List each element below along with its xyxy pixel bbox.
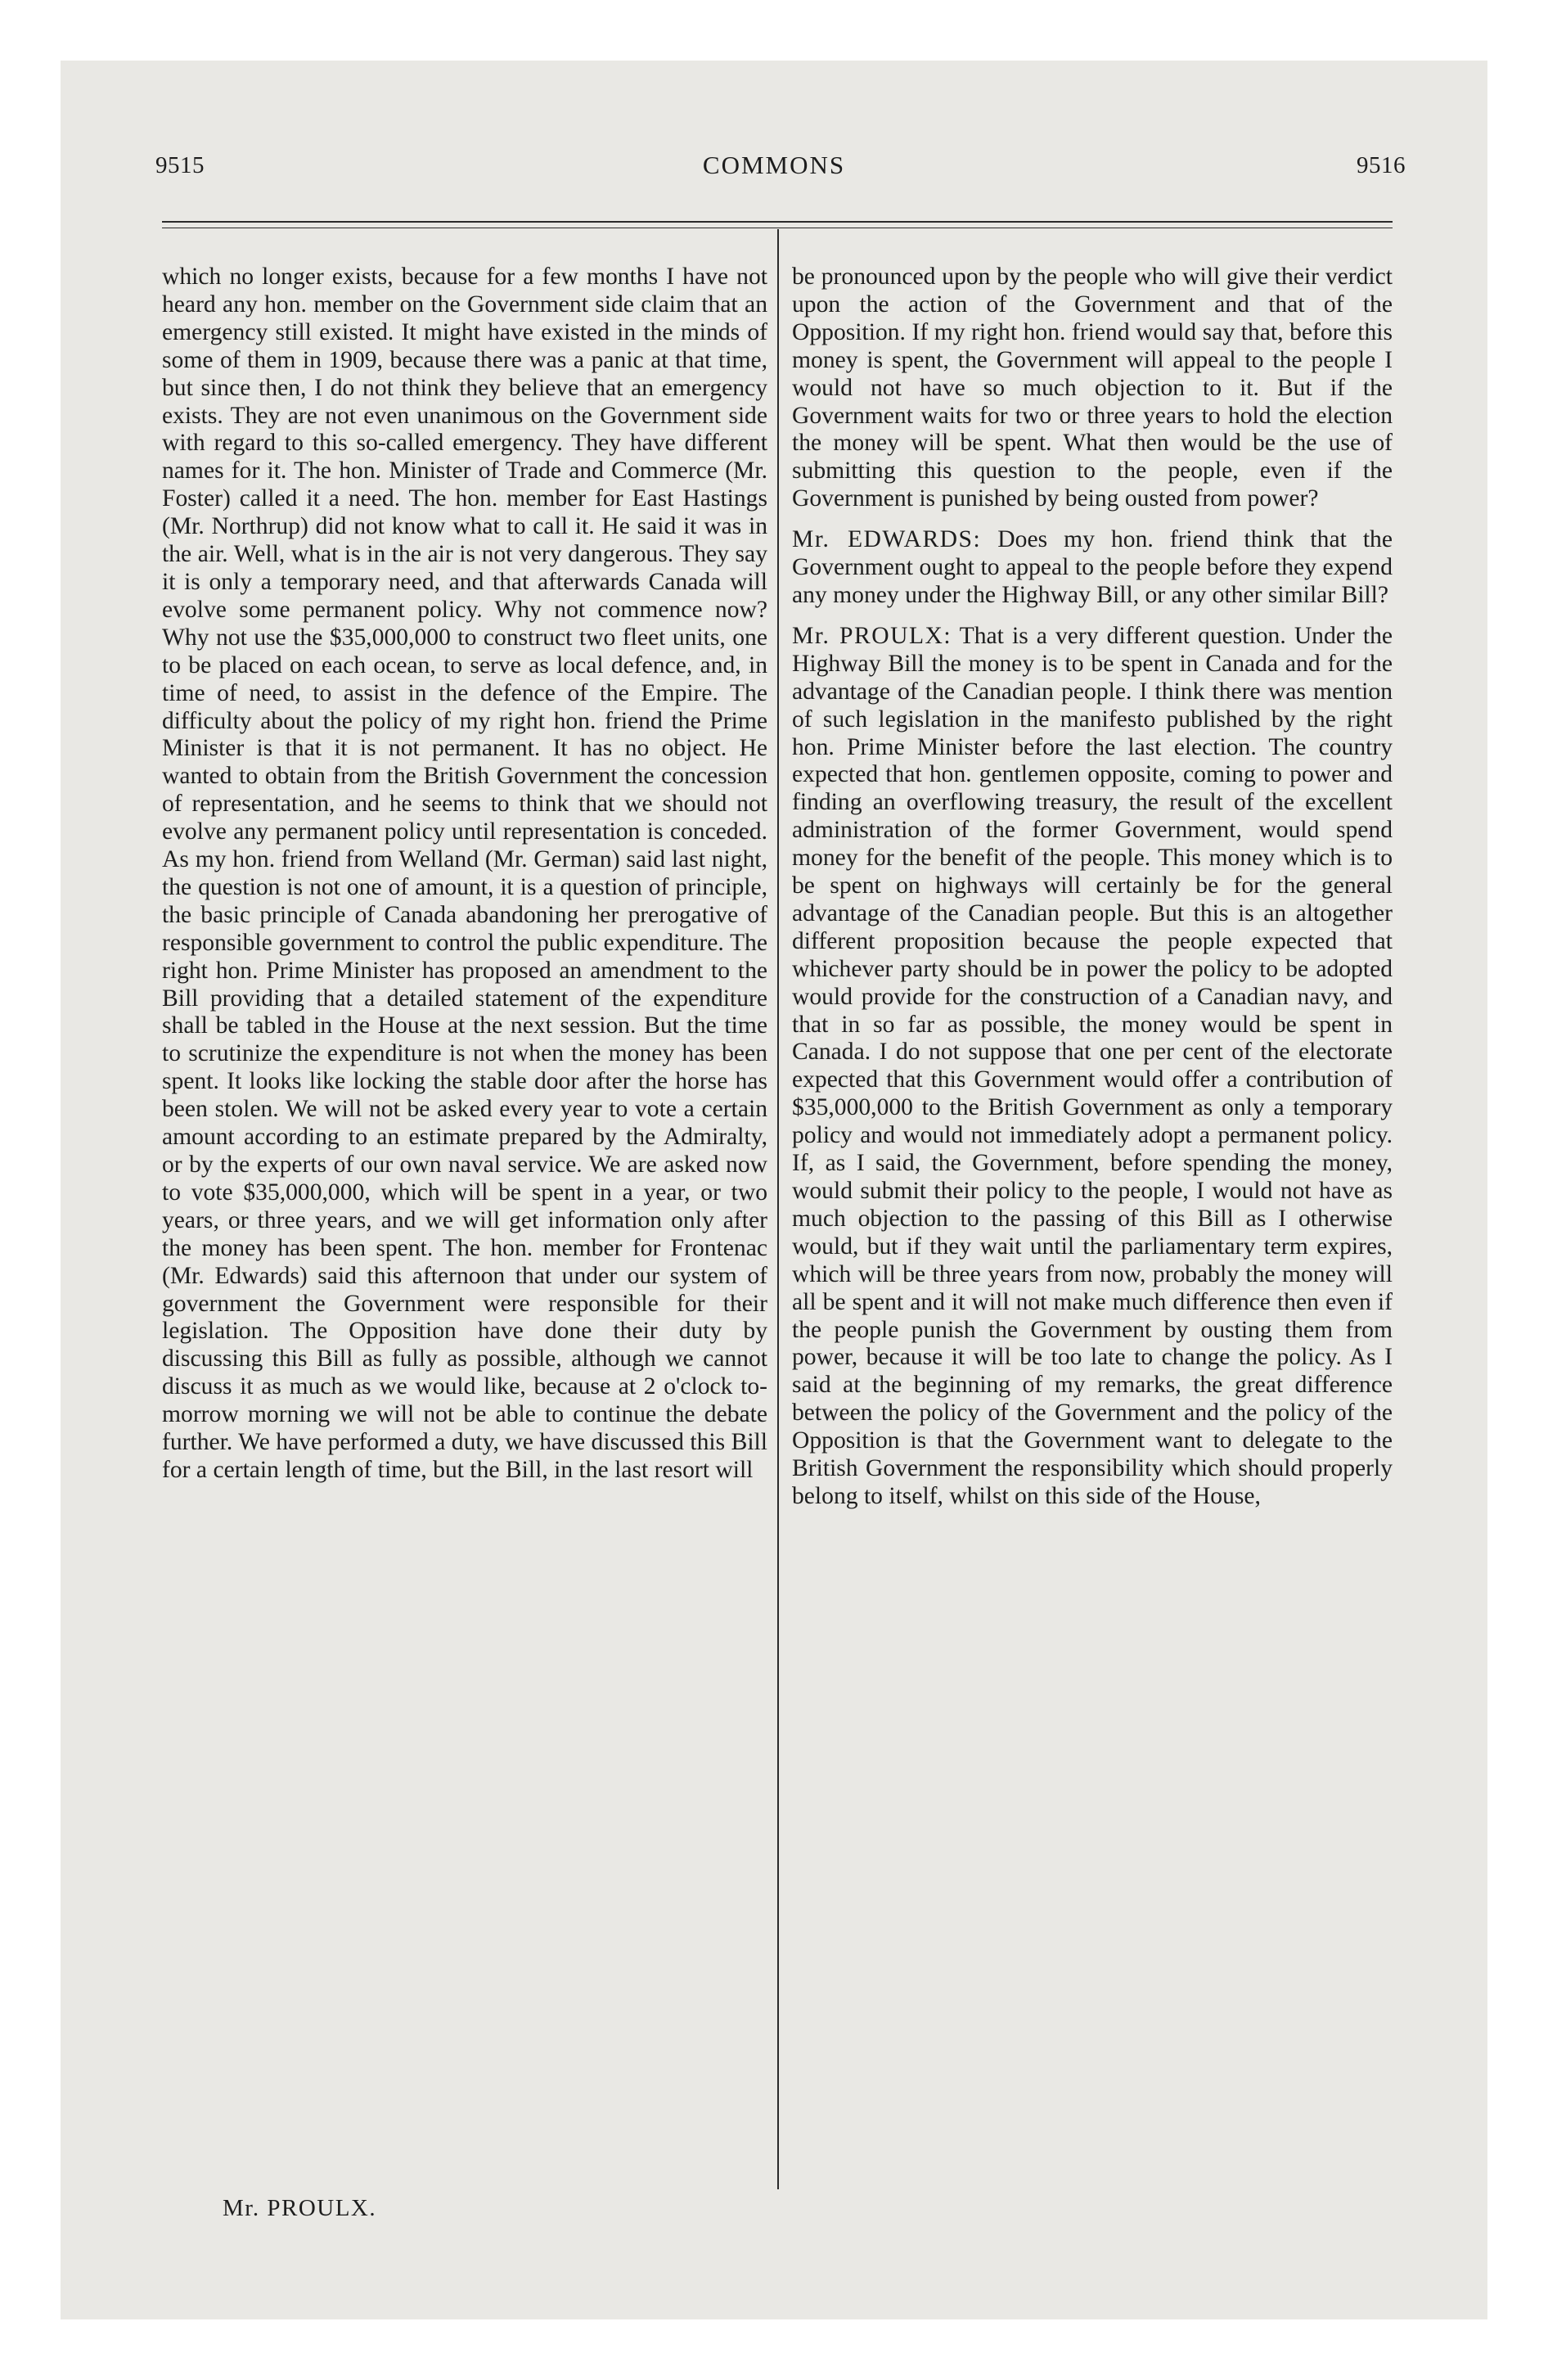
- right-column: [792, 264, 1393, 1524]
- speaker-name: Mr. PROULX:: [792, 622, 952, 649]
- page-number-right: 9516: [1357, 152, 1406, 178]
- left-paragraph-1: which no longer exists, because for a few months I have not heard any hon. member on the Government side claim that an emergency still existed. It might have existed in the minds of some of them in 1909, because there was a panic at that time, but since then, I do not think they believe that an emergency exists. They are not even unanimous on the Government side with regard to this so-called emergency. They have different names for it. The hon. Minister of Trade and Commerce (Mr. Foster) called it a need. The hon. member for East Hastings (Mr. Northrup) did not know what to call it. He said it was in the air. Well, what is in the air is not very dangerous. They say it is only a temporary need, and that afterwards Canada will evolve some permanent policy. Why not commence now? Why not use the $35,000,000 to construct two fleet units, one to be placed on each ocean, to serve as local defence, and, in time of need, to assist in the defence of the Empire. The difficulty about the policy of my right hon. friend the Prime Minister is that it is not permanent. It has no object. He wanted to obtain from the British Government the concession of representation, and he seems to think that we should not evolve any permanent policy until representation is conceded. As my hon. friend from Welland (Mr. German) said last night, the question is not one of amount, it is a question of principle, the basic principle of Canada abandoning her prerogative of responsible government to control the public expenditure. The right hon. Prime Minister has proposed an amendment to the Bill providing that a detailed statement of the expenditure shall be tabled in the House at the next session. But the time to scrutinize the expenditure is not when the money has been spent. It looks like locking the stable door after the horse has been stolen. We will not be asked every year to vote a certain amount according to an estimate prepared by the Admiralty, or by the experts of our own naval service. We are asked now to vote $35,000,000, which will be spent in a year, or two years, or three years, and we will get information only after the money has been spent. The hon. member for Frontenac (Mr. Edwards) said this afternoon that under our system of government the Government were responsible for their legislation. The Opposition have done their duty by discussing this Bill as fully as possible, although we cannot discuss it as much as we would like, because at 2 o'clock to-morrow morning we will not be able to continue the debate further. We have performed a duty, we have discussed this Bill for a certain length of time, but the Bill, in the last resort will: [162, 264, 767, 1483]
- header-rule-thick: [162, 221, 1393, 223]
- running-title: COMMONS: [702, 151, 846, 179]
- page-header: [61, 61, 1487, 179]
- right-paragraph-2: [792, 526, 1393, 610]
- footer-speaker-label: Mr. PROULX.: [223, 2195, 377, 2221]
- right-paragraph-1: be pronounced upon by the people who will give their verdict upon the action of the Government and that of the Opposition. If my right hon. friend would say that, before this money is spent, the Government will appeal to the people I would not have so much objection to it. But if the Government waits for two or three years to hold the election the money will be spent. What then would be the use of submitting this question to the people, even if the Government is punished by being ousted from power?: [792, 264, 1393, 512]
- speech-text: Does my hon. friend think that the Government ought to appeal to the people before they expend any money under the Highway Bill, or any other similar Bill?: [792, 526, 1393, 608]
- right-paragraph-3: [792, 623, 1393, 1511]
- left-column: [162, 264, 767, 1498]
- page-number-left: 9515: [155, 152, 205, 178]
- hansard-page: [61, 61, 1487, 2319]
- speech-text: That is a very different question. Under the Highway Bill the money is to be spent in Canada and for the advantage of the Canadian people. I think there was mention of such legislation in the manifesto published by the right hon. Prime Minister before the last election. The country expected that hon. gentlemen opposite, coming to power and finding an overflowing treasury, the result of the excellent administration of the former Government, would spend money for the benefit of the people. This money which is to be spent on highways will certainly be for the general advantage of the Canadian people. But this is an altogether different proposition because the people expected that whichever party should be in power the policy to be adopted would provide for the construction of a Canadian navy, and that in so far as possible, the money would be spent in Canada. I do not suppose that one per cent of the electorate expected that this Government would offer a contribution of $35,000,000 to the British Government as only a temporary policy and would not immediately adopt a permanent policy. If, as I said, the Government, before spending the money, would submit their policy to the people, I would not have as much objection to the passing of this Bill as I otherwise would, but if they wait until the parliamentary term expires, which will be three years from now, probably the money will all be spent and it will not make much difference then even if the people punish the Government by ousting them from power, because it will be too late to change the policy. As I said at the beginning of my remarks, the great difference between the policy of the Government and the policy of the Opposition is that the Government want to delegate to the British Government the responsibility which should properly belong to itself, whilst on this side of the House,: [792, 622, 1393, 1509]
- column-divider: [777, 229, 779, 2189]
- speaker-name: Mr. EDWARDS:: [792, 526, 982, 553]
